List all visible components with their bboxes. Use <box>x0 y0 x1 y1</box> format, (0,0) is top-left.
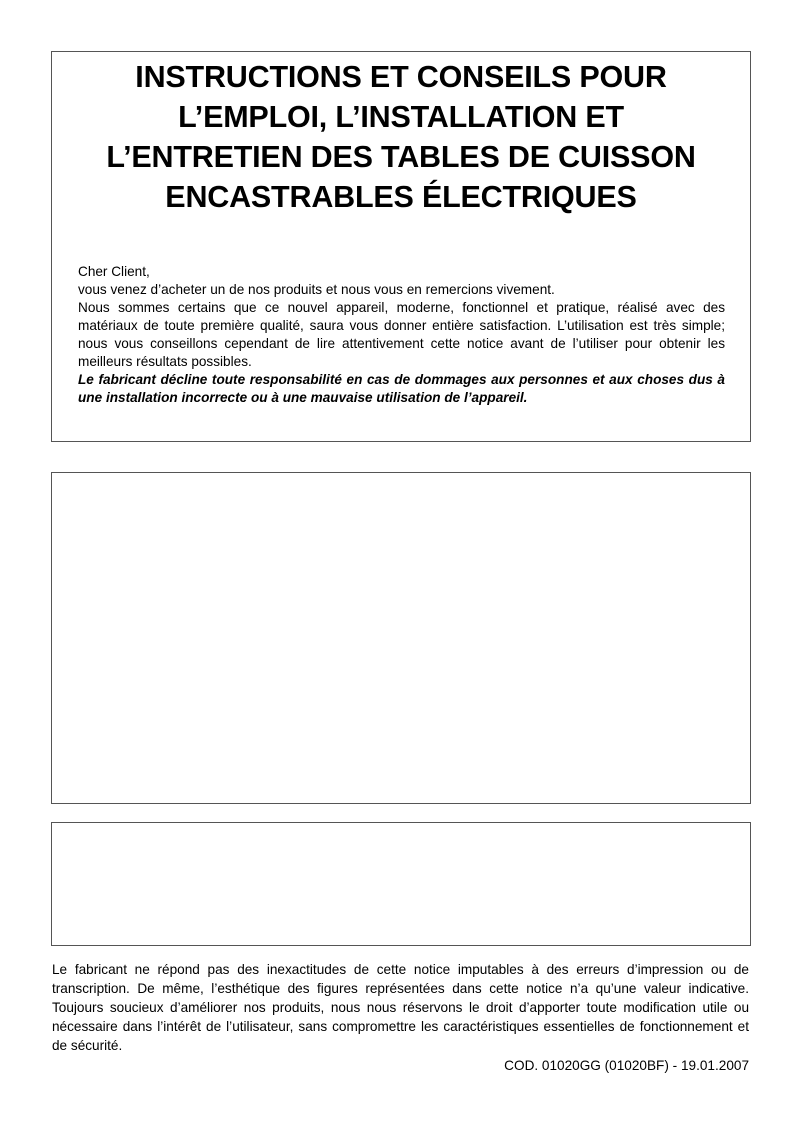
figure-frame <box>51 472 751 804</box>
salutation: Cher Client, <box>78 264 150 279</box>
title-line: ENCASTRABLES ÉLECTRIQUES <box>165 180 637 214</box>
liability-warning: Le fabricant décline toute responsabilité en cas de dommages aux personnes et aux choses dus à une installation incorrecte ou à une mauvaise utilisation de l’appareil. <box>78 372 725 405</box>
title-line: L’EMPLOI, L’INSTALLATION ET <box>178 100 624 134</box>
thanks-paragraph: vous venez d’acheter un de nos produits et nous vous en remercions vivement. <box>78 282 555 297</box>
secondary-frame <box>51 822 751 946</box>
title-line: L’ENTRETIEN DES TABLES DE CUISSON <box>106 140 696 174</box>
intro-letter <box>78 263 725 407</box>
intro-body: Nous sommes certains que ce nouvel appareil, moderne, fonctionnel et pratique, réalisé avec des matériaux de toute première qualité, saura vous donner entière satisfaction. L’utilisation est très simple; nous vous conseillons cependant de lire attentivement cette notice avant de l’utiliser pour obtenir les meilleurs résultats possibles. <box>78 300 725 369</box>
title-line: INSTRUCTIONS ET CONSEILS POUR <box>135 60 667 94</box>
intro-frame <box>51 51 751 442</box>
manufacturer-disclaimer: Le fabricant ne répond pas des inexactitudes de cette notice imputables à des erreurs d’impression ou de transcription. De même, l’esthétique des figures représentées dans cette notice n’a qu’une valeur indicative. Toujours soucieux d’améliorer nos produits, nous nous réservons le droit d’apporter toute modification utile ou nécessaire dans l’intérêt de l’utilisateur, sans compromettre les caractéristiques essentielles de fonctionnement et de sécurité. <box>52 962 749 1053</box>
document-title <box>52 57 750 217</box>
document-code: COD. 01020GG (01020BF) - 19.01.2007 <box>504 1058 749 1073</box>
